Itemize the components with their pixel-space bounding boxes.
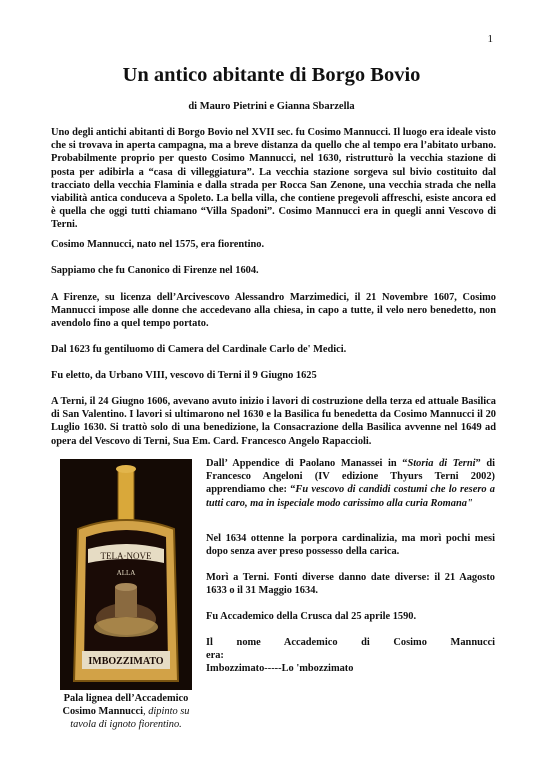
article-authors: di Mauro Pietrini e Gianna Sbarzella <box>188 101 355 112</box>
paragraph-birth: Cosimo Mannucci, nato nel 1575, era fiorentino. <box>51 239 265 250</box>
right-paragraph-cardinal: Nel 1634 ottenne la porpora cardinalizia, ma morì pochi mesi dopo senza aver preso possesso della carica. <box>206 533 495 558</box>
paragraph-gentleman: Dal 1623 fu gentiluomo di Camera del Cardinale Carlo de' Medici. <box>51 344 347 355</box>
figure-caption <box>52 692 200 731</box>
right-paragraph-academic-name: Il nome Accademico di Cosimo Mannucci era: Imbozzimato-----Lo 'mbozzimato <box>206 637 495 675</box>
right-paragraph-death: Morì a Terni. Fonti diverse danno date diverse: il 21 Aagosto 1633 o il 31 Maggio 1634. <box>206 572 495 597</box>
paragraph-canon: Sappiamo che fu Canonico di Firenze nel 1604. <box>51 265 259 276</box>
right-paragraph-appendix: Dall’ Appendice di Paolano Manassei in “Storia di Terni” di Francesco Angeloni (IV edizione Thyurs Terni 2002) apprendiamo che: “Fu vescovo di candidi costumi che lo resero a tutti caro, ma in ispeciale modo carissimo alla curia Romana" <box>206 458 495 509</box>
page-number: 1 <box>487 33 493 45</box>
right-paragraph-crusca: Fu Accademico della Crusca dal 25 aprile 1590. <box>206 611 417 622</box>
paragraph-basilica: A Terni, il 24 Giugno 1606, avevano avuto inizio i lavori di costruzione della terza ed attuale Basilica di San Valentino. I lavori si ultimarono nel 1630 e la Basilica fu benedetta da Cosimo Mannucci il 20 Luglio 1630. Si trattò solo di una benedizione, la Consacrazione della Basilica avvenne nel 1649 ad opera del Vescovo di Terni, Sua Em. Card. Francesco Angelo Rapaccioli. <box>51 396 496 447</box>
figure-painting <box>52 459 200 731</box>
painting-text-bottom: IMBOZZIMATO <box>88 656 164 667</box>
painting-image <box>60 459 192 690</box>
paragraph-florence: A Firenze, su licenza dell’Arcivescovo Alessandro Marzimedici, il 21 Novembre 1607, Cosimo Mannucci impose alle donne che accedevano alla chiesa, in capo a tutte, il velo nero benedetto, non avendolo fino a quel tempo portato. <box>51 292 496 330</box>
caption-bold: Pala lignea dell’Accademico Cosimo Mannucci <box>62 693 189 717</box>
painting-text-middle: ALLA <box>116 569 136 577</box>
caption-italic: , dipinto su tavola di ignoto fiorentino. <box>70 706 190 730</box>
article-title: Un antico abitante di Borgo Bovio <box>122 64 421 86</box>
paragraph-bishop: Fu eletto, da Urbano VIII, vescovo di Terni il 9 Giugno 1625 <box>51 370 317 381</box>
paragraph-intro: Uno degli antichi abitanti di Borgo Bovio nel XVII sec. fu Cosimo Mannucci. Il luogo era ideale visto che si trovava in aperta campagna, ma a breve distanza da quello che al tempo era l’abitato urbano. Probabilmente proprio per questo Cosimo Mannucci, nel 1630, ristrutturò la vecchia stazione di posta per adibirla a “casa di villeggiatura”. La vecchia stazione sorgeva sul bivio costituito dal tracciato della vecchia Flaminia e dalla strada per Rocca San Zenone, una vecchia strada che nella viabilità antica conduceva a Spoleto. La bella villa, che contiene pregevoli affreschi, esiste ancora ed è quella che oggi tutti chiamano “Villa Spadoni”. Cosimo Mannucci era in quegli anni Vescovo di Terni. <box>51 127 496 231</box>
painting-text-top: TELA·NOVE <box>100 551 152 561</box>
